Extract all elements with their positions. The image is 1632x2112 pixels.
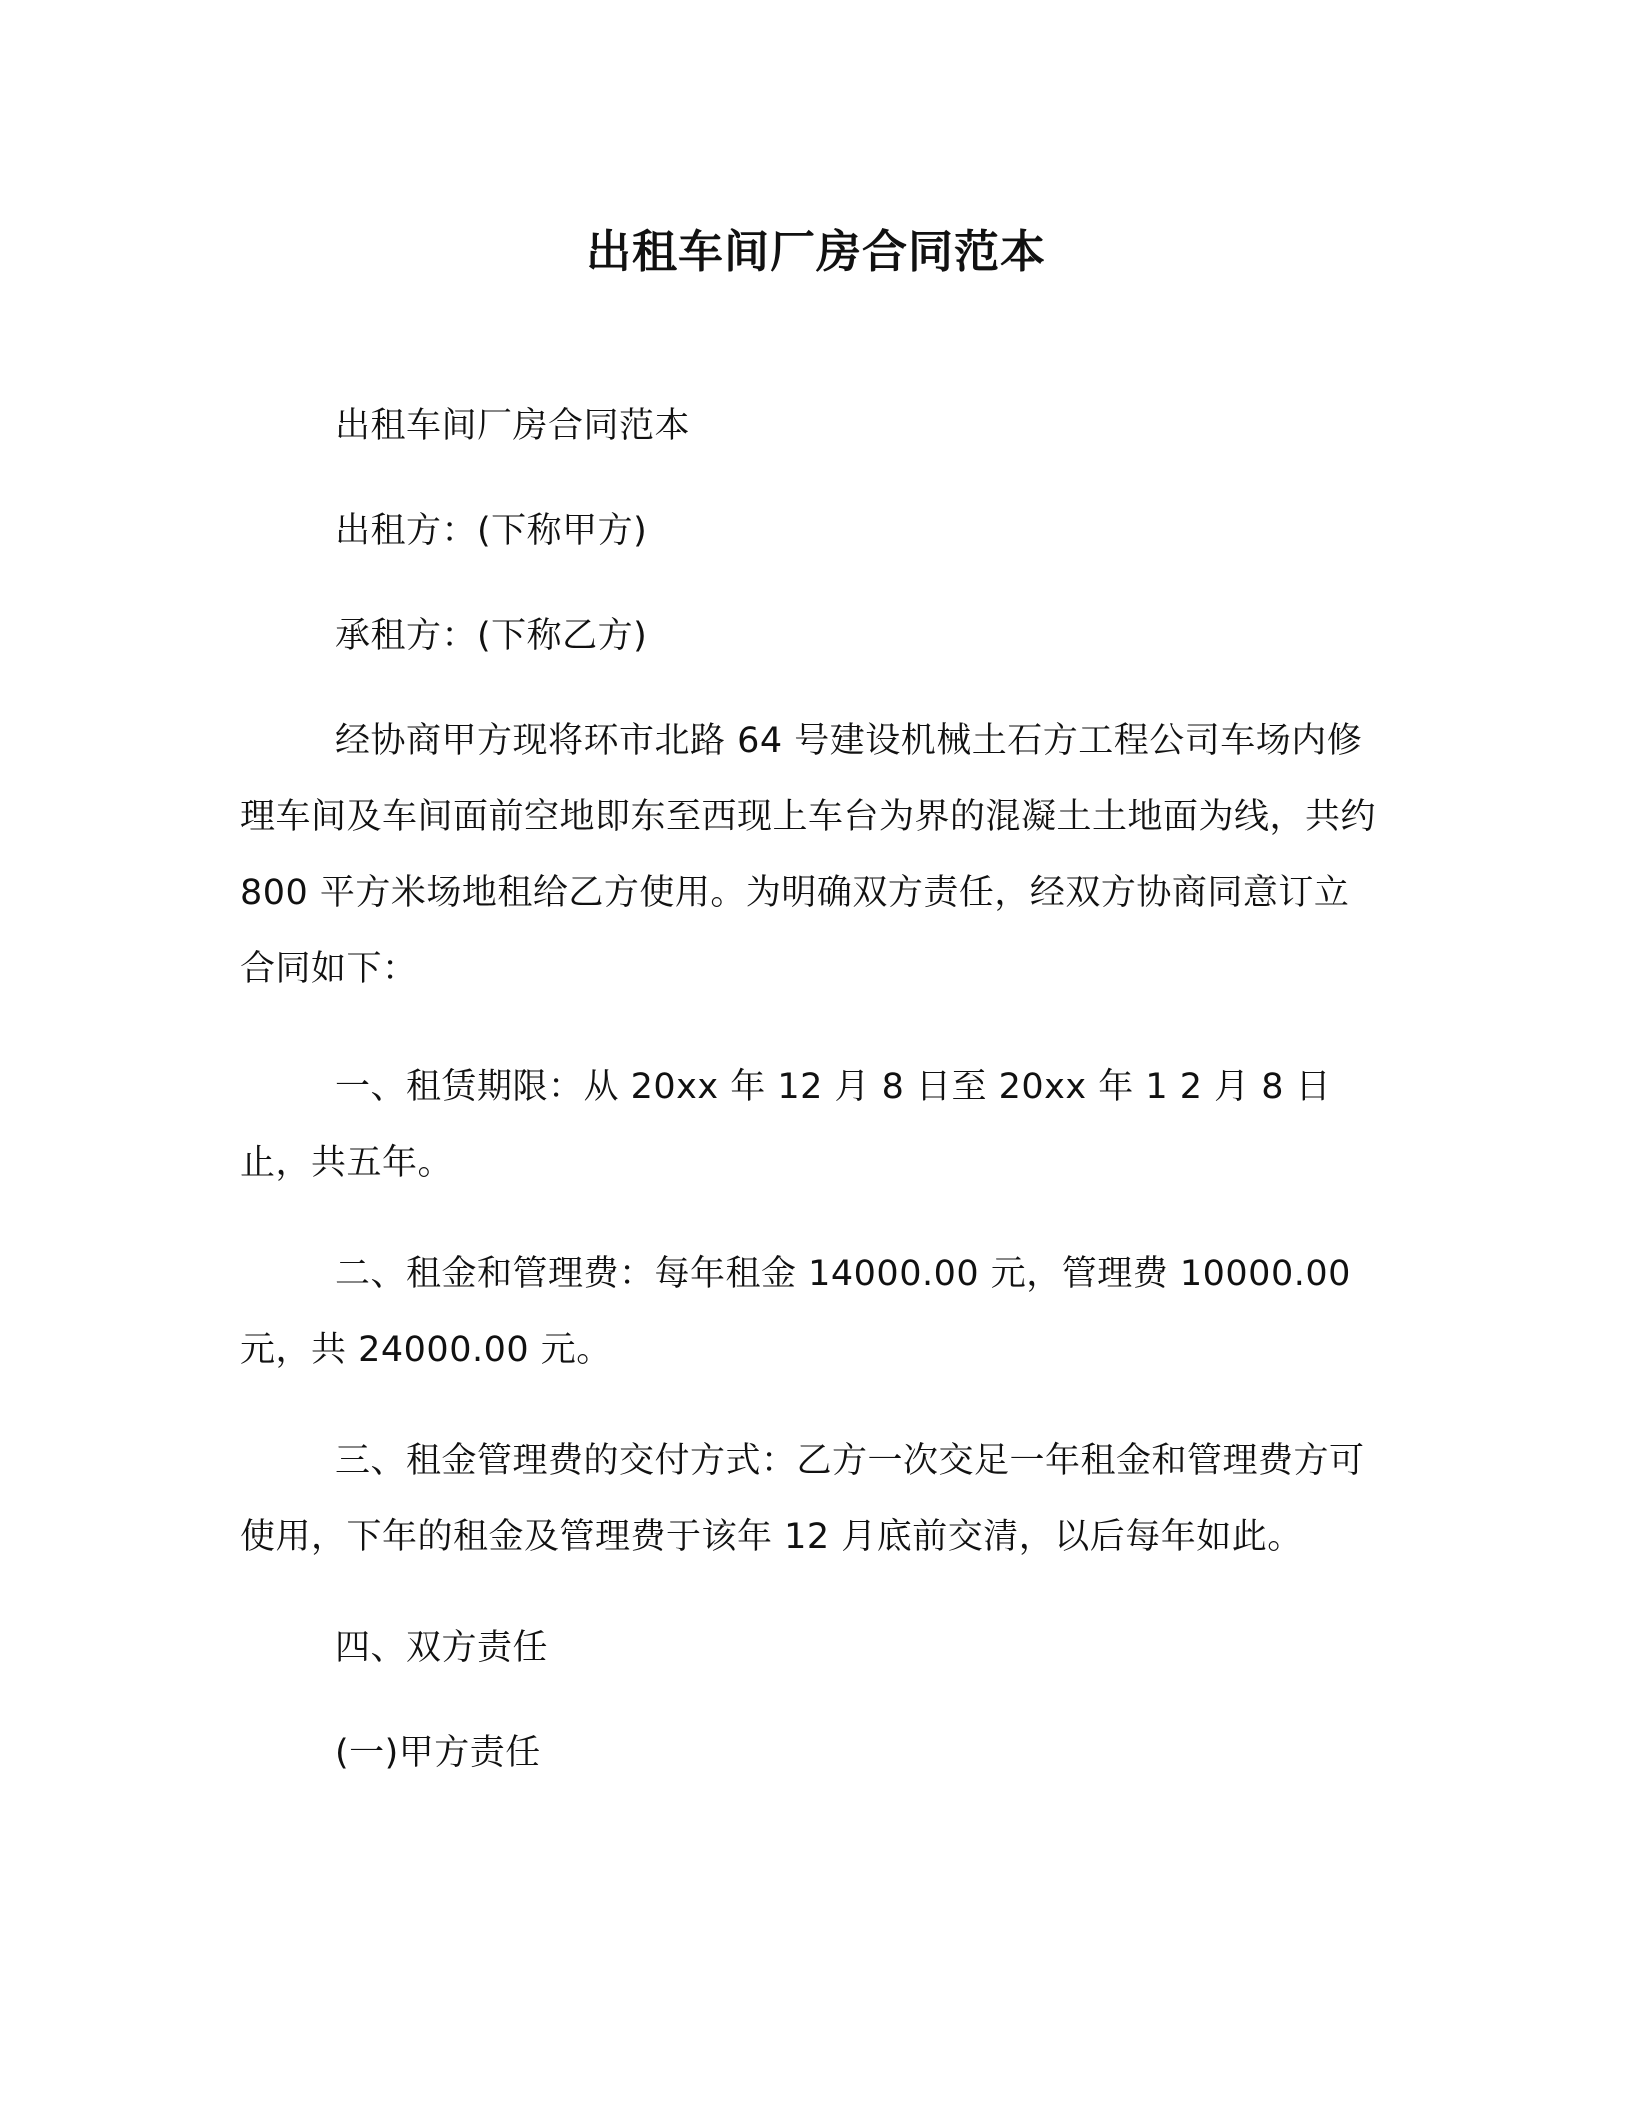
document-title: 出租车间厂房合同范本 (585, 225, 1046, 278)
paragraph-lessee: 承租方：(下称乙方) (335, 616, 648, 656)
paragraph-term: 一、租赁期限：从 20xx 年 12 月 8 日至 20xx 年 1 2 月 8 日止，共五年。 (240, 1067, 1332, 1183)
paragraph-payment: 三、租金管理费的交付方式：乙方一次交足一年租金和管理费方可使用，下年的租金及管理费于该年 12 月底前交清，以后每年如此。 (240, 1441, 1365, 1557)
document-body (240, 388, 1380, 1791)
paragraph-responsibilities: 四、双方责任 (335, 1628, 549, 1668)
paragraph-preamble: 经协商甲方现将环市北路 64 号建设机械土石方工程公司车场内修理车间及车间面前空地即东至西现上车台为界的混凝土土地面为线，共约 800 平方米场地租给乙方使用。为明确双方责任，经双方协商同意订立合同如下： (240, 721, 1377, 989)
paragraph-heading: 出租车间厂房合同范本 (335, 406, 691, 446)
paragraph-rent: 二、租金和管理费：每年租金 14000.00 元，管理费 10000.00 元，共 24000.00 元。 (240, 1254, 1351, 1370)
paragraph-party-a-responsibilities: (一)甲方责任 (335, 1733, 541, 1773)
paragraph-lessor: 出租方：(下称甲方) (335, 511, 648, 551)
